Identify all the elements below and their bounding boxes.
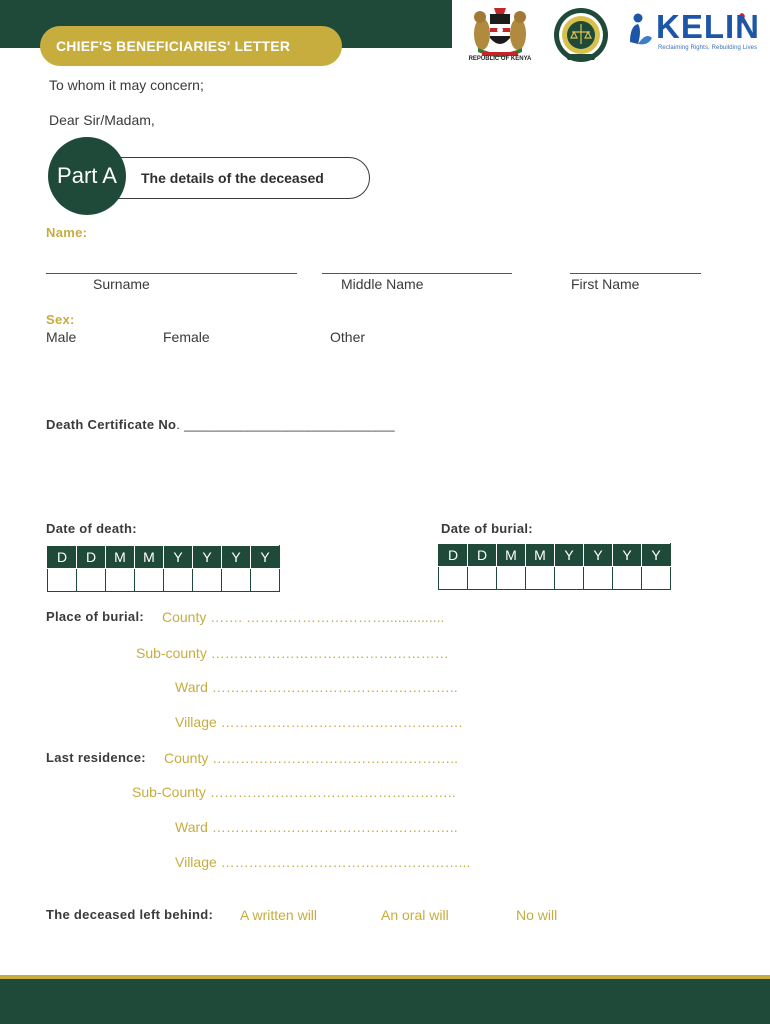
residence-village-field[interactable]: Village ……………………………………………... (175, 854, 471, 870)
part-a-badge-text: Part A (57, 163, 117, 188)
date-input-cell[interactable] (555, 567, 584, 590)
date-head-cell: Y (222, 546, 251, 569)
part-a-badge (48, 137, 126, 215)
date-input-cell[interactable] (584, 567, 613, 590)
date-of-death-input-row (48, 569, 280, 592)
date-input-cell[interactable] (222, 569, 251, 592)
date-head-cell: Y (193, 546, 222, 569)
option-written-will[interactable]: A written will (240, 907, 318, 923)
last-residence-label: Last residence: (46, 750, 146, 765)
date-input-cell[interactable] (526, 567, 555, 590)
date-of-burial-label: Date of burial: (441, 521, 533, 536)
burial-subcounty-field[interactable]: Sub-county …………………………………………… (136, 645, 449, 661)
sex-label: Sex: (46, 312, 75, 327)
left-behind-label: The deceased left behind: (46, 907, 214, 922)
document-title (40, 26, 342, 66)
middle-name-field[interactable] (322, 273, 512, 274)
date-of-burial-header-row (439, 544, 671, 567)
date-input-cell[interactable] (193, 569, 222, 592)
footer-band (0, 979, 770, 1024)
surname-field[interactable] (46, 273, 297, 274)
death-certificate-row (46, 417, 395, 432)
date-head-cell: Y (584, 544, 613, 567)
burial-county-field[interactable]: County ……. …………………………............... (162, 609, 445, 625)
residence-county-field[interactable]: County …………………………………………….. (164, 750, 459, 766)
date-input-cell[interactable] (106, 569, 135, 592)
kelin-wordmark: KELIN (656, 8, 760, 45)
date-head-cell: D (77, 546, 106, 569)
name-label: Name: (46, 225, 88, 240)
sex-option-female[interactable]: Female (163, 329, 210, 345)
date-head-cell: Y (251, 546, 280, 569)
date-of-death-header-row (48, 546, 280, 569)
death-certificate-label: Death Certificate No (46, 417, 177, 432)
greeting-line-2: Dear Sir/Madam, (49, 112, 155, 128)
option-oral-will[interactable]: An oral will (381, 907, 449, 923)
date-of-death-grid (47, 545, 280, 592)
option-no-will[interactable]: No will (516, 907, 558, 923)
date-head-cell: D (48, 546, 77, 569)
date-head-cell: D (468, 544, 497, 567)
date-head-cell: Y (613, 544, 642, 567)
date-head-cell: D (439, 544, 468, 567)
judiciary-seal-icon (552, 6, 610, 64)
date-input-cell[interactable] (497, 567, 526, 590)
death-certificate-field[interactable]: . ____________________________ (176, 417, 395, 432)
date-input-cell[interactable] (164, 569, 193, 592)
sex-option-other[interactable]: Other (330, 329, 366, 345)
date-head-cell: M (106, 546, 135, 569)
date-input-cell[interactable] (48, 569, 77, 592)
coat-of-arms-caption: REPUBLIC OF KENYA (468, 56, 532, 62)
burial-village-field[interactable]: Village ……………………………………………. (175, 714, 463, 730)
date-input-cell[interactable] (135, 569, 164, 592)
date-input-cell[interactable] (439, 567, 468, 590)
date-of-death-label: Date of death: (46, 521, 137, 536)
greeting-line-1: To whom it may concern; (49, 77, 204, 93)
date-head-cell: M (135, 546, 164, 569)
date-input-cell[interactable] (468, 567, 497, 590)
date-input-cell[interactable] (251, 569, 280, 592)
surname-caption: Surname (93, 276, 150, 292)
date-head-cell: Y (642, 544, 671, 567)
sex-option-male[interactable]: Male (46, 329, 77, 345)
date-head-cell: M (526, 544, 555, 567)
date-head-cell: M (497, 544, 526, 567)
date-head-cell: Y (164, 546, 193, 569)
date-head-cell: Y (555, 544, 584, 567)
kelin-tagline: Reclaiming Rights, Rebuilding Lives (658, 45, 758, 51)
residence-ward-field[interactable]: Ward …………………………………………….. (175, 819, 458, 835)
date-input-cell[interactable] (77, 569, 106, 592)
part-a-title: The details of the deceased (141, 170, 324, 186)
middle-name-caption: Middle Name (341, 276, 424, 292)
first-name-field[interactable] (570, 273, 701, 274)
date-of-burial-grid (438, 543, 671, 590)
residence-subcounty-field[interactable]: Sub-County …………………………………………….. (132, 784, 456, 800)
place-of-burial-label: Place of burial: (46, 609, 144, 624)
first-name-caption: First Name (571, 276, 640, 292)
date-input-cell[interactable] (642, 567, 671, 590)
date-of-burial-input-row (439, 567, 671, 590)
date-input-cell[interactable] (613, 567, 642, 590)
document-title-text: CHIEF'S BENEFICIARIES' LETTER (56, 38, 291, 54)
burial-ward-field[interactable]: Ward …………………………………………….. (175, 679, 458, 695)
